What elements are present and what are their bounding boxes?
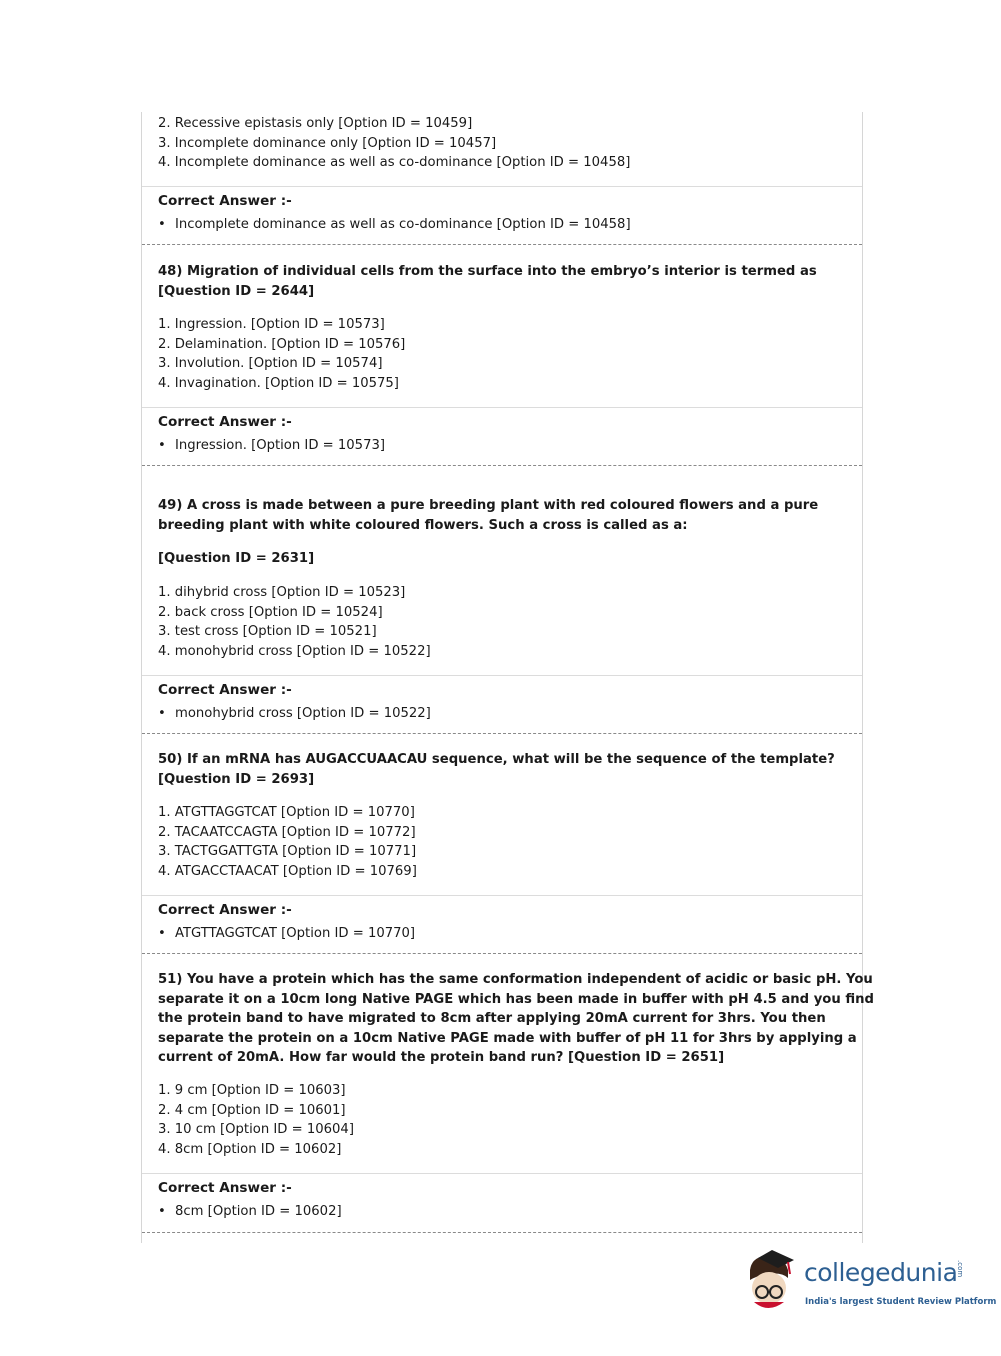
option-1: 1. dihybrid cross [Option ID = 10523] <box>158 585 406 600</box>
question-51-text-line4: separate the protein on a 10cm Native PAGE made with buffer of pH 11 for 3hrs by applying a <box>158 1030 857 1046</box>
correct-answer-label: Correct Answer :- <box>158 414 292 430</box>
question-50-text-line1: 50) If an mRNA has AUGACCUAACAU sequence, what will be the sequence of the template? <box>158 752 835 767</box>
question-48-text-line2: [Question ID = 2644] <box>158 283 315 299</box>
question-sheet <box>141 112 874 1243</box>
question-51-answer-block <box>142 1173 862 1233</box>
question-50-block <box>142 733 862 896</box>
question-51-text-line2: separate it on a 10cm long Native PAGE which has been made in buffer with pH 4.5 and you find <box>158 991 874 1007</box>
question-51-text-line1: 51) You have a protein which has the same conformation independent of acidic or basic pH. You <box>158 972 873 987</box>
question-49-text-line1: 49) A cross is made between a pure breeding plant with red coloured flowers and a pure <box>158 498 819 513</box>
logo-tagline: India's largest Student Review Platform <box>805 1297 997 1307</box>
option-3: 3. Involution. [Option ID = 10574] <box>158 356 383 371</box>
correct-answer: • 8cm [Option ID = 10602] <box>158 1202 342 1222</box>
correct-answer: • Ingression. [Option ID = 10573] <box>158 436 385 456</box>
option-4: 4. monohybrid cross [Option ID = 10522] <box>158 643 431 659</box>
option-3: 3. TACTGGATTGTA [Option ID = 10771] <box>158 844 417 859</box>
prev-answer-block <box>142 186 862 245</box>
mascot-icon <box>742 1250 802 1316</box>
logo-suffix: .com <box>956 1260 964 1278</box>
prev-options-block <box>142 112 862 187</box>
option-1: 1. 9 cm [Option ID = 10603] <box>158 1083 346 1098</box>
question-49-text-line2: breeding plant with white coloured flowers. Such a cross is called as a: <box>158 517 688 533</box>
correct-answer: • ATGTTAGGTCAT [Option ID = 10770] <box>158 924 415 944</box>
option-2: 2. Delamination. [Option ID = 10576] <box>158 336 406 352</box>
question-49-id: [Question ID = 2631] <box>158 551 315 566</box>
collegedunia-logo <box>742 1250 997 1316</box>
option-1: 1. ATGTTAGGTCAT [Option ID = 10770] <box>158 805 415 820</box>
option-4: 4. Invagination. [Option ID = 10575] <box>158 375 399 391</box>
logo-name: collegedunia <box>804 1258 958 1287</box>
option-2: 2. 4 cm [Option ID = 10601] <box>158 1102 346 1118</box>
question-51-text-line3: the protein band to have migrated to 8cm after applying 20mA current for 3hrs. You then <box>158 1011 826 1026</box>
correct-answer: • Incomplete dominance as well as co-dominance [Option ID = 10458] <box>158 215 631 235</box>
question-51-text-line5: current of 20mA. How far would the protein band run? [Question ID = 2651] <box>158 1050 725 1065</box>
option-3: 3. Incomplete dominance only [Option ID = 10457] <box>158 135 497 151</box>
option-4: 4. ATGACCTAACAT [Option ID = 10769] <box>158 863 417 879</box>
question-48-answer-block <box>142 407 862 466</box>
option-1: 1. Ingression. [Option ID = 10573] <box>158 317 385 332</box>
question-49-block <box>142 465 862 676</box>
correct-answer-label: Correct Answer :- <box>158 902 292 918</box>
option-2: 2. back cross [Option ID = 10524] <box>158 604 383 620</box>
question-48-block <box>142 244 862 408</box>
option-3: 3. 10 cm [Option ID = 10604] <box>158 1122 354 1137</box>
option-4: 4. Incomplete dominance as well as co-dominance [Option ID = 10458] <box>158 155 631 170</box>
option-2: 2. Recessive epistasis only [Option ID = 10459] <box>158 116 473 131</box>
correct-answer: • monohybrid cross [Option ID = 10522] <box>158 704 431 724</box>
correct-answer-label: Correct Answer :- <box>158 1180 292 1196</box>
correct-answer-label: Correct Answer :- <box>158 193 292 209</box>
option-2: 2. TACAATCCAGTA [Option ID = 10772] <box>158 824 416 840</box>
correct-answer-label: Correct Answer :- <box>158 682 292 698</box>
question-49-answer-block <box>142 675 862 734</box>
question-50-text-line2: [Question ID = 2693] <box>158 771 315 787</box>
question-48-text-line1: 48) Migration of individual cells from the surface into the embryo’s interior is termed as <box>158 264 817 279</box>
question-50-answer-block <box>142 895 862 954</box>
option-4: 4. 8cm [Option ID = 10602] <box>158 1141 342 1157</box>
option-3: 3. test cross [Option ID = 10521] <box>158 624 377 639</box>
question-51-block <box>142 953 874 1174</box>
